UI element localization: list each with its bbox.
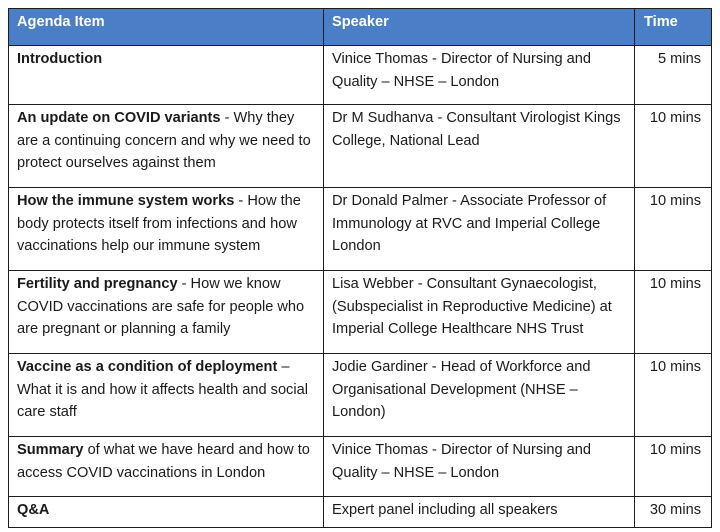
agenda-item-title: Introduction [17,51,103,67]
speaker-cell: Jodie Gardiner - Head of Workforce and Organisational Development (NHSE – London) [324,354,635,437]
header-speaker: Speaker [324,9,635,46]
header-row [9,9,712,46]
speaker-cell: Lisa Webber - Consultant Gynaecologist, (Subspecialist in Reproductive Medicine) at Imperial College Healthcare NHS Trust [324,271,635,354]
header-time: Time [635,9,712,46]
speaker-cell: Dr M Sudhanva - Consultant Virologist Kings College, National Lead [324,105,635,188]
table-row [9,46,712,105]
table-row [9,271,712,354]
agenda-item-cell [9,354,324,437]
agenda-item-cell [9,188,324,271]
time-cell: 10 mins [635,188,712,271]
header-agenda-item: Agenda Item [9,9,324,46]
time-cell: 10 mins [635,437,712,497]
agenda-item-title: Vaccine as a condition of deployment [17,359,278,375]
agenda-item-title: Fertility and pregnancy [17,276,178,292]
speaker-cell: Vinice Thomas - Director of Nursing and Quality – NHSE – London [324,437,635,497]
agenda-table [8,8,712,528]
agenda-item-description: - Why they are a continuing concern and why we need to protect ourselves against them [17,110,311,171]
agenda-item-cell [9,105,324,188]
time-cell: 10 mins [635,354,712,437]
agenda-item-title: How the immune system works [17,193,235,209]
speaker-cell: Dr Donald Palmer - Associate Professor of Immunology at RVC and Imperial College London [324,188,635,271]
table-row [9,188,712,271]
agenda-item-description: - How we know COVID vaccinations are safe for people who are pregnant or planning a family [17,276,305,337]
agenda-item-cell [9,497,324,528]
agenda-item-cell [9,271,324,354]
agenda-item-description: of what we have heard and how to access COVID vaccinations in London [17,442,310,481]
time-cell: 30 mins [635,497,712,528]
agenda-item-title: An update on COVID variants [17,110,221,126]
speaker-cell: Expert panel including all speakers [324,497,635,528]
agenda-item-cell [9,437,324,497]
table-row [9,105,712,188]
agenda-item-title: Q&A [17,502,50,518]
agenda-item-cell [9,46,324,105]
table-row [9,497,712,528]
time-cell: 10 mins [635,105,712,188]
time-cell: 5 mins [635,46,712,105]
table-row [9,437,712,497]
agenda-item-title: Summary [17,442,84,458]
agenda-item-description: - How the body protects itself from infections and how vaccinations help our immune system [17,193,301,254]
time-cell: 10 mins [635,271,712,354]
table-row [9,354,712,437]
speaker-cell: Vinice Thomas - Director of Nursing and Quality – NHSE – London [324,46,635,105]
agenda-item-description: – What it is and how it affects health and social care staff [17,359,308,420]
agenda-container [8,8,712,528]
